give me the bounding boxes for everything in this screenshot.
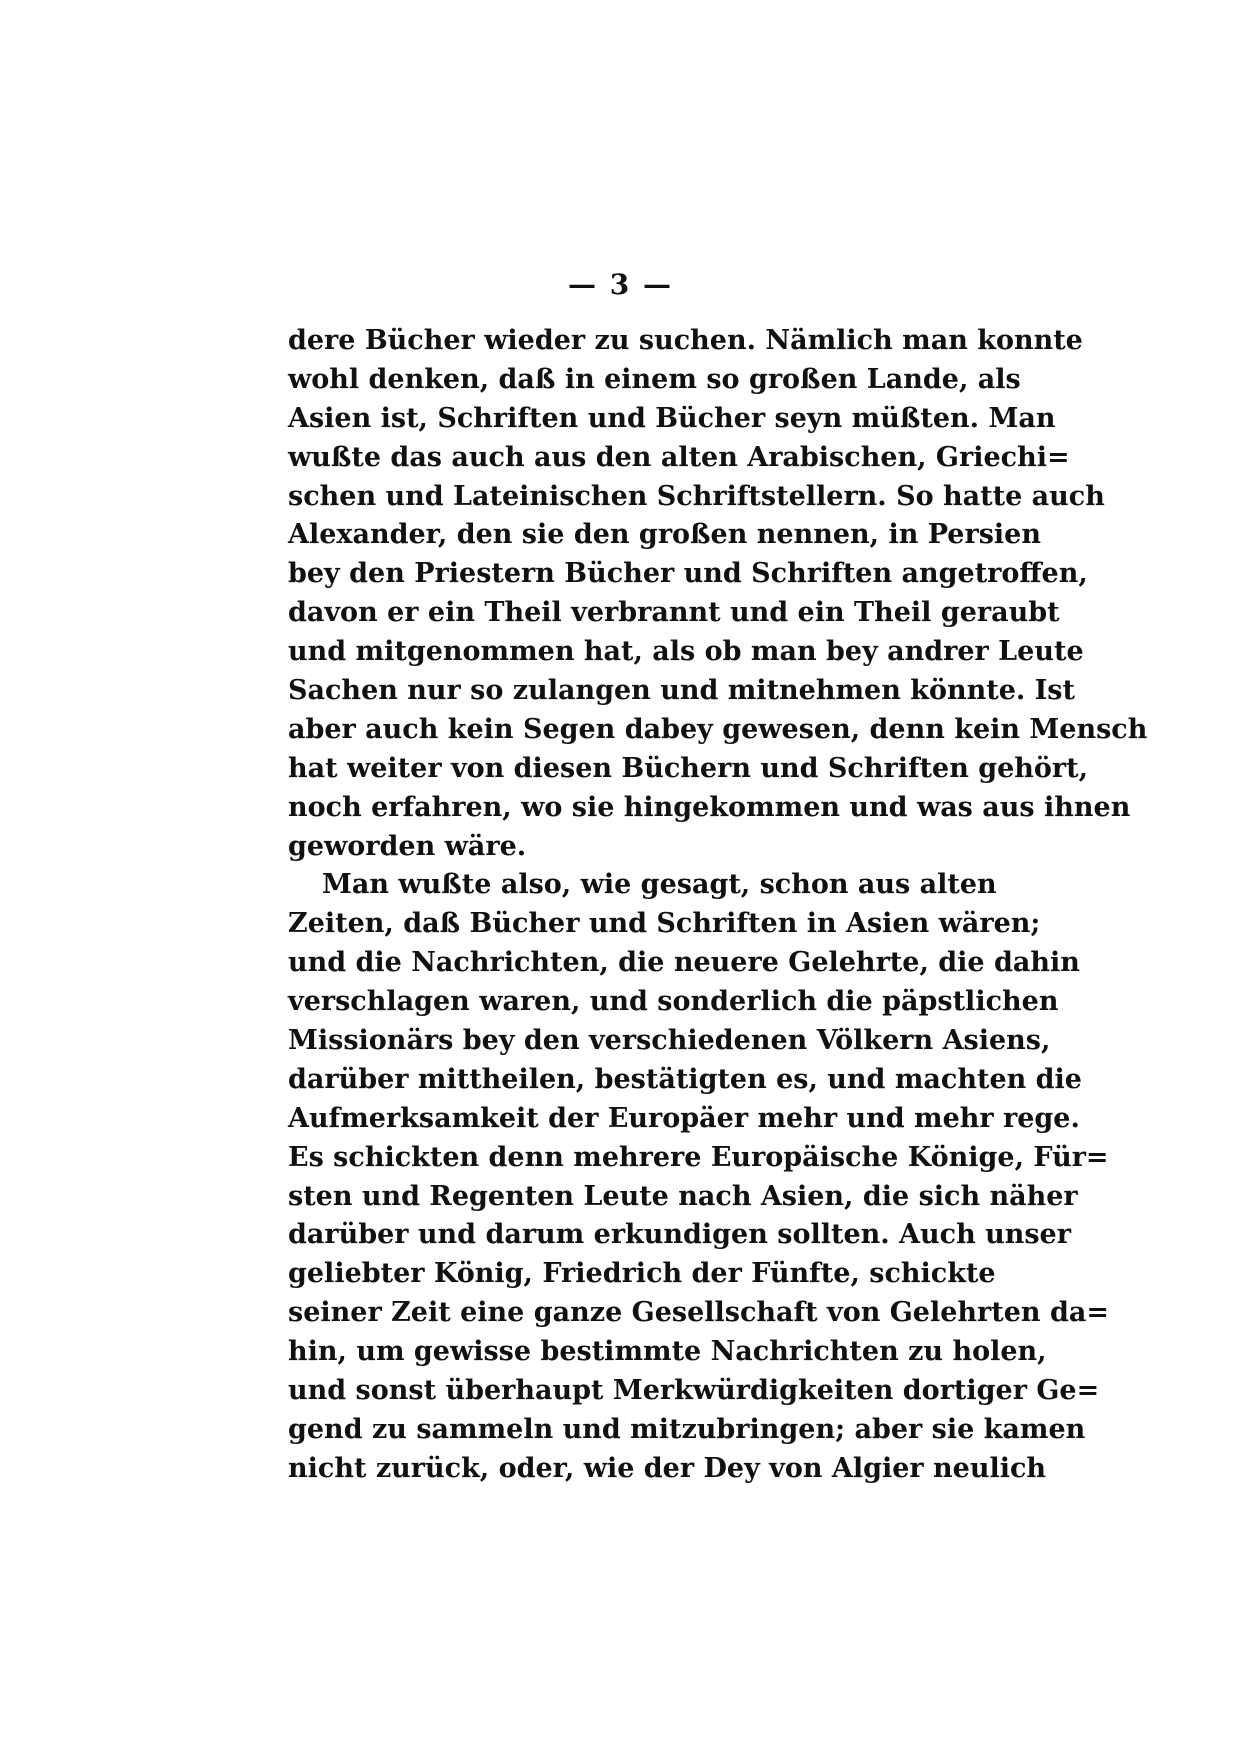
text-line-paragraph-end: geworden wäre. xyxy=(288,830,527,862)
text-line: und die Nachrichten, die neuere Gelehrte, die dahin xyxy=(288,947,1080,979)
text-line: Alexander, den sie den großen nennen, in Persien xyxy=(288,519,1041,551)
page-number-header: — 3 — xyxy=(568,268,673,301)
text-line: seiner Zeit eine ganze Gesellschaft von Gelehrten da= xyxy=(288,1297,1109,1329)
text-line: Aufmerksamkeit der Europäer mehr und mehr rege. xyxy=(288,1102,1080,1134)
text-line: schen und Lateinischen Schriftstellern. So hatte auch xyxy=(288,480,1105,512)
text-line: dere Bücher wieder zu suchen. Nämlich man konnte xyxy=(288,325,1083,356)
text-line: Missionärs bey den verschiedenen Völkern Asiens, xyxy=(288,1025,1051,1057)
text-line: und sonst überhaupt Merkwürdigkeiten dortiger Ge= xyxy=(288,1375,1100,1407)
text-line: noch erfahren, wo sie hingekommen und was aus ihnen xyxy=(288,791,1131,823)
text-line: nicht zurück, oder, wie der Dey von Algier neulich xyxy=(288,1452,1047,1484)
text-line: gend zu sammeln und mitzubringen; aber sie kamen xyxy=(288,1413,1086,1445)
body-text xyxy=(288,322,1148,1489)
text-line: hin, um gewisse bestimmte Nachrichten zu holen, xyxy=(288,1336,1047,1368)
text-line: und mitgenommen hat, als ob man bey andrer Leute xyxy=(288,636,1084,668)
text-line: Es schickten denn mehrere Europäische Könige, Für= xyxy=(288,1141,1109,1173)
text-line: bey den Priestern Bücher und Schriften angetroffen, xyxy=(288,558,1088,590)
text-line-paragraph-start: Man wußte also, wie gesagt, schon aus alten xyxy=(322,869,997,901)
text-line: geliebter König, Friedrich der Fünfte, schickte xyxy=(288,1258,996,1290)
text-line: verschlagen waren, und sonderlich die päpstlichen xyxy=(288,986,1059,1018)
text-line: wußte das auch aus den alten Arabischen, Griechi= xyxy=(288,441,1070,473)
text-line: wohl denken, daß in einem so großen Lande, als xyxy=(288,363,1021,395)
text-line: darüber mittheilen, bestätigten es, und machten die xyxy=(288,1063,1082,1095)
text-line: hat weiter von diesen Büchern und Schriften gehört, xyxy=(288,752,1089,784)
text-line: aber auch kein Segen dabey gewesen, denn kein Mensch xyxy=(288,713,1148,745)
text-line: Asien ist, Schriften und Bücher seyn müßten. Man xyxy=(288,402,1056,434)
text-line: Zeiten, daß Bücher und Schriften in Asien wären; xyxy=(288,908,1041,940)
text-line: Sachen nur so zulangen und mitnehmen könnte. Ist xyxy=(288,675,1075,707)
text-line: sten und Regenten Leute nach Asien, die sich näher xyxy=(288,1180,1078,1212)
text-line: davon er ein Theil verbrannt und ein Theil geraubt xyxy=(288,597,1060,629)
text-line: darüber und darum erkundigen sollten. Auch unser xyxy=(288,1219,1071,1251)
